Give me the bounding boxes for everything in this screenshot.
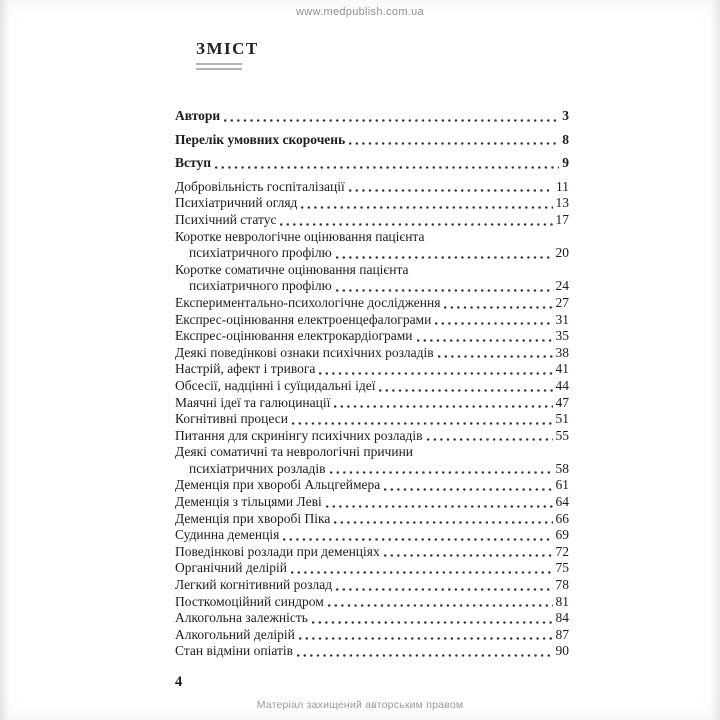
- toc-entry: [175, 544, 569, 561]
- toc-entry-page: 8: [562, 131, 569, 147]
- dot-leader: [330, 395, 555, 412]
- toc-entry-label: Посткомоційний синдром: [175, 593, 324, 609]
- toc-entry-page: 24: [555, 278, 569, 294]
- toc-entry-label: Перелік умовних скорочень: [175, 131, 346, 147]
- toc-entry: [175, 378, 569, 395]
- toc-entry: [175, 245, 569, 262]
- dot-leader: [287, 560, 556, 577]
- toc-entry: [175, 328, 569, 345]
- dot-leader: [276, 212, 555, 229]
- toc-entry: [175, 195, 569, 212]
- toc-entry: [175, 610, 569, 627]
- toc-entry: [175, 212, 569, 229]
- dot-leader: [440, 295, 555, 312]
- toc-entry: [175, 511, 569, 528]
- toc-entry-page: 90: [555, 643, 569, 659]
- toc-entry-label: Обсесії, надцінні і суїцидальні ідеї: [175, 377, 376, 393]
- watermark-text: www.medpublish.com.ua: [296, 6, 424, 18]
- toc-entry-firstline: Коротке соматичне оцінювання пацієнта: [175, 261, 409, 277]
- toc-entry-page: 66: [555, 510, 569, 526]
- toc-entry: [175, 477, 569, 494]
- toc-entry-label: Поведінкові розлади при деменціях: [175, 543, 380, 559]
- toc-entry-page: 69: [555, 527, 569, 543]
- dot-leader: [297, 195, 555, 212]
- dot-leader: [326, 461, 556, 478]
- toc-entry-label: Вступ: [175, 155, 211, 171]
- toc-entry-page: 31: [555, 311, 569, 327]
- dot-leader: [322, 494, 556, 511]
- toc-entry-page: 58: [555, 460, 569, 476]
- copyright-text: Матеріал захищений авторським правом: [256, 699, 464, 711]
- toc-entry-page: 20: [555, 245, 569, 261]
- dot-leader: [375, 378, 555, 395]
- dot-leader: [380, 544, 556, 561]
- toc-entry: [175, 643, 569, 660]
- toc-entry-label: Судинна деменція: [175, 527, 280, 543]
- dot-leader: [332, 577, 555, 594]
- toc-entry-page: 13: [555, 195, 569, 211]
- toc-entry-label: Питання для скринінгу психічних розладів: [175, 427, 423, 443]
- toc-entry-label: Когнітивні процеси: [175, 411, 288, 427]
- toc-entry-label: Органічний делірій: [175, 560, 287, 576]
- dot-leader: [431, 312, 555, 329]
- toc-entry-label: Маячні ідеї та галюцинації: [175, 394, 331, 410]
- dot-leader: [330, 511, 555, 528]
- toc-entry-label: Деменція при хворобі Альцгеймера: [175, 477, 381, 493]
- toc-entry-page: 81: [555, 593, 569, 609]
- toc-entry: [175, 155, 569, 172]
- toc-entry-label: Добровільність госпіталізації: [175, 178, 345, 194]
- toc-entry-label: Експериментально-психологічне дослідження: [175, 294, 441, 310]
- toc-entry: [175, 278, 569, 295]
- toc-entry: [175, 428, 569, 445]
- toc-entry: [175, 361, 569, 378]
- toc-entry-label: Алкогольний делірій: [175, 626, 295, 642]
- toc-entry-page: 84: [555, 610, 569, 626]
- dot-leader: [332, 245, 556, 262]
- toc-entry: [175, 560, 569, 577]
- toc-entry: [175, 295, 569, 312]
- dot-leader: [308, 610, 556, 627]
- toc-entry-page: 17: [555, 211, 569, 227]
- toc-entry: [175, 461, 569, 478]
- toc-entry: [175, 179, 569, 196]
- toc-entry-firstline: Деякі соматичні та неврологічні причини: [175, 444, 414, 460]
- toc-entry: [175, 594, 569, 611]
- toc-entry-page: 38: [555, 344, 569, 360]
- toc-entry: [175, 395, 569, 412]
- toc-entry: [175, 132, 569, 149]
- toc-entry-page: 27: [555, 294, 569, 310]
- toc-entry-label: Експрес-оцінювання електроенцефалограми: [175, 311, 432, 327]
- toc-entry-label: Психіатричний огляд: [175, 195, 298, 211]
- toc-entry: [175, 411, 569, 428]
- toc-entry: [175, 577, 569, 594]
- toc-entry: [175, 108, 569, 125]
- dot-leader: [345, 132, 562, 149]
- dot-leader: [288, 411, 556, 428]
- toc-entry-label: Легкий когнітивний розлад: [175, 577, 333, 593]
- toc-entry-page: 51: [555, 411, 569, 427]
- toc-entry-page: 72: [555, 543, 569, 559]
- toc-entry-label: Настрій, афект і тривога: [175, 361, 316, 377]
- toc-entry-page: 44: [555, 377, 569, 393]
- toc-entry-page: 47: [555, 394, 569, 410]
- toc-list: [175, 108, 569, 660]
- toc-entry: [175, 345, 569, 362]
- title-underline: [196, 63, 242, 70]
- toc-entry-page: 3: [562, 108, 569, 123]
- dot-leader: [220, 108, 562, 125]
- dot-leader: [293, 643, 556, 660]
- toc-entry: [175, 312, 569, 329]
- dot-leader: [211, 155, 562, 172]
- toc-entry-label: Деменція при хворобі Піка: [175, 510, 331, 526]
- dot-leader: [434, 345, 556, 362]
- toc-entry-page: 9: [562, 155, 569, 171]
- toc-entry-page: 41: [555, 361, 569, 377]
- toc-entry-label: Деякі поведінкові ознаки психічних розладів: [175, 344, 434, 360]
- toc-entry-page: 35: [555, 328, 569, 344]
- toc-entry-label: Психічний статус: [175, 211, 277, 227]
- toc-entry-label: психіатричного профілю: [189, 245, 332, 261]
- toc-entry-page: 75: [555, 560, 569, 576]
- toc-entry: [175, 494, 569, 511]
- dot-leader: [380, 477, 555, 494]
- toc-entry-page: 61: [555, 477, 569, 493]
- toc-entry-page: 87: [555, 626, 569, 642]
- toc-entry: [175, 627, 569, 644]
- toc-entry-firstline: Коротке неврологічне оцінювання пацієнта: [175, 228, 425, 244]
- dot-leader: [279, 527, 555, 544]
- toc-entry-page: 11: [556, 178, 569, 194]
- toc-entry-label: психіатричних розладів: [189, 460, 326, 476]
- dot-leader: [345, 179, 556, 196]
- toc-entry-label: Стан відміни опіатів: [175, 643, 293, 659]
- toc-entry-label: Автори: [175, 108, 221, 123]
- toc-entry-page: 55: [555, 427, 569, 443]
- toc-entry-label: Алкогольна залежність: [175, 610, 308, 626]
- page-title: ЗМІСТ: [196, 39, 259, 58]
- toc-entry-label: Деменція з тільцями Леві: [175, 494, 322, 510]
- dot-leader: [413, 328, 556, 345]
- page-number: 4: [175, 674, 183, 690]
- toc-entry-page: 78: [555, 577, 569, 593]
- toc-entry: [175, 527, 569, 544]
- toc-entry-page: 64: [555, 494, 569, 510]
- dot-leader: [324, 594, 556, 611]
- toc-entry-label: Експрес-оцінювання електрокардіограми: [175, 328, 413, 344]
- toc-entry-label: психіатричного профілю: [189, 278, 332, 294]
- dot-leader: [423, 428, 556, 445]
- dot-leader: [315, 361, 555, 378]
- dot-leader: [295, 627, 556, 644]
- dot-leader: [332, 278, 556, 295]
